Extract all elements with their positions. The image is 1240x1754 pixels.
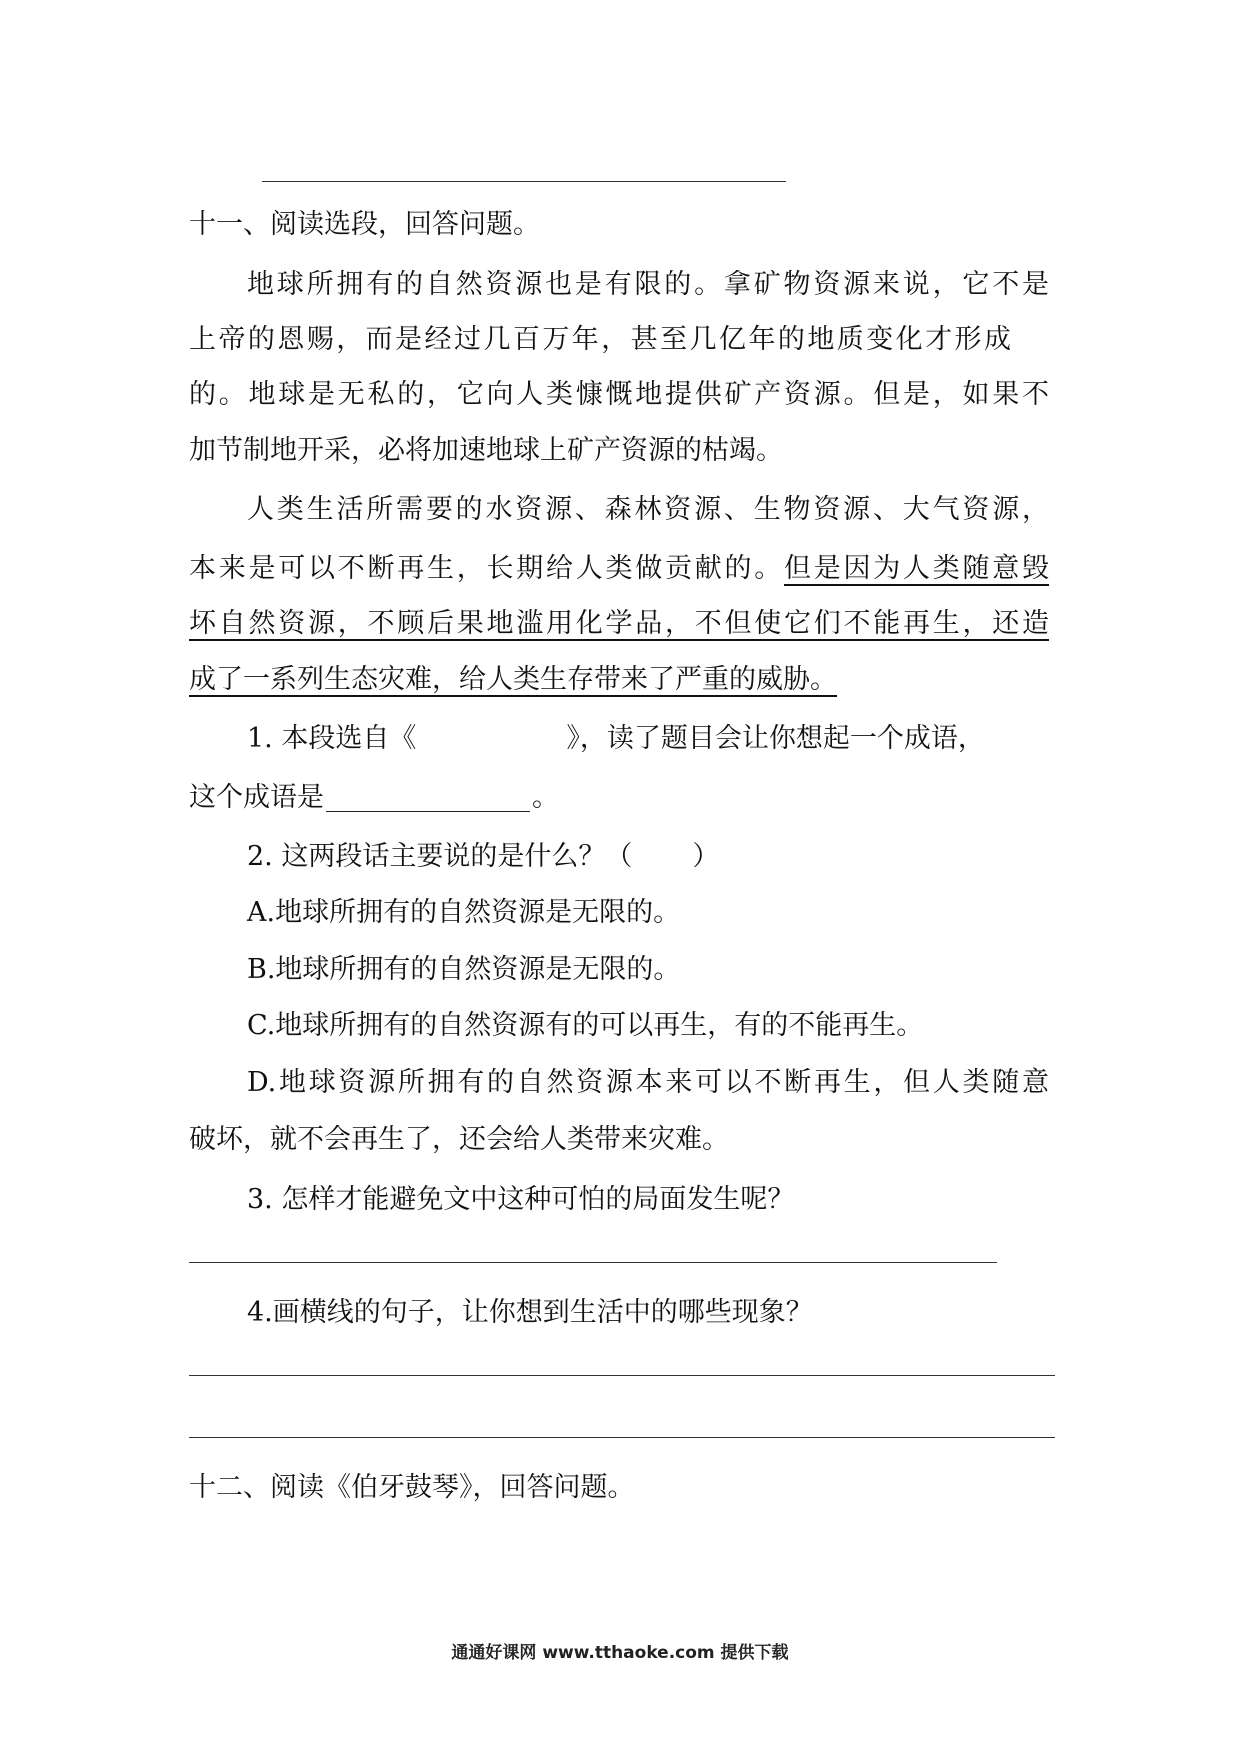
underlined-sentence-part3: 成了一系列生态灾难，给人类生存带来了严重的威胁。 xyxy=(189,664,837,695)
q1-text-c: 这个成语是 xyxy=(189,782,324,813)
passage-p1-line3: 的。地球是无私的，它向人类慷慨地提供矿产资源。但是，如果不 xyxy=(189,379,1049,410)
q1-text-d: 。 xyxy=(532,782,559,813)
passage-p2-line2 xyxy=(189,549,1049,589)
q1-text-a: 1. 本段选自《 xyxy=(247,723,417,754)
question-1-line2 xyxy=(189,778,1049,818)
underlined-sentence-part2: 坏自然资源，不顾后果地滥用化学品，不但使它们不能再生，还造 xyxy=(189,608,1049,639)
question-3-answer-line[interactable] xyxy=(189,1262,997,1263)
question-2-option-d-line1: D.地球资源所拥有的自然资源本来可以不断再生，但人类随意 xyxy=(247,1067,1049,1098)
underlined-sentence-part3-row xyxy=(189,660,1049,700)
passage-p2-line1: 人类生活所需要的水资源、森林资源、生物资源、大气资源， xyxy=(247,494,1049,525)
question-2-option-d-line2: 破坏，就不会再生了，还会给人类带来灾难。 xyxy=(189,1124,729,1155)
q1-text-b: 》，读了题目会让你想起一个成语， xyxy=(566,723,985,754)
passage-p2-plain: 本来是可以不断再生，长期给人类做贡献的。 xyxy=(189,553,784,584)
q2-stem-text: 2. 这两段话主要说的是什么？（ xyxy=(247,841,633,872)
question-4-answer-line-1[interactable] xyxy=(189,1375,1055,1376)
passage-p1-line1: 地球所拥有的自然资源也是有限的。拿矿物资源来说，它不是 xyxy=(247,269,1049,300)
q2-close-paren: ） xyxy=(692,841,720,872)
question-2-option-c: C.地球所拥有的自然资源有的可以再生，有的不能再生。 xyxy=(247,1010,924,1041)
question-4-answer-line-2[interactable] xyxy=(189,1437,1055,1438)
section-11-heading: 十一、阅读选段，回答问题。 xyxy=(189,209,540,240)
footer-download-note: 通通好课网 www.tthaoke.com 提供下载 xyxy=(451,1643,789,1663)
passage-p1-line2: 上帝的恩赐，而是经过几百万年，甚至几亿年的地质变化才形成 xyxy=(189,324,1011,355)
question-2-stem xyxy=(247,837,1049,877)
question-3: 3. 怎样才能避免文中这种可怕的局面发生呢？ xyxy=(247,1184,795,1215)
question-2-option-b: B.地球所拥有的自然资源是无限的。 xyxy=(247,954,681,985)
question-1-line1 xyxy=(247,719,1049,759)
question-4: 4.画横线的句子，让你想到生活中的哪些现象？ xyxy=(247,1297,813,1328)
q1-idiom-blank[interactable] xyxy=(326,781,530,812)
passage-p1-line4: 加节制地开采，必将加速地球上矿产资源的枯竭。 xyxy=(189,435,783,466)
section-12-heading: 十二、阅读《伯牙鼓琴》，回答问题。 xyxy=(189,1472,635,1503)
question-2-option-a: A.地球所拥有的自然资源是无限的。 xyxy=(247,897,681,928)
answer-line-top xyxy=(262,181,786,182)
underlined-sentence-part1: 但是因为人类随意毁 xyxy=(784,553,1049,584)
